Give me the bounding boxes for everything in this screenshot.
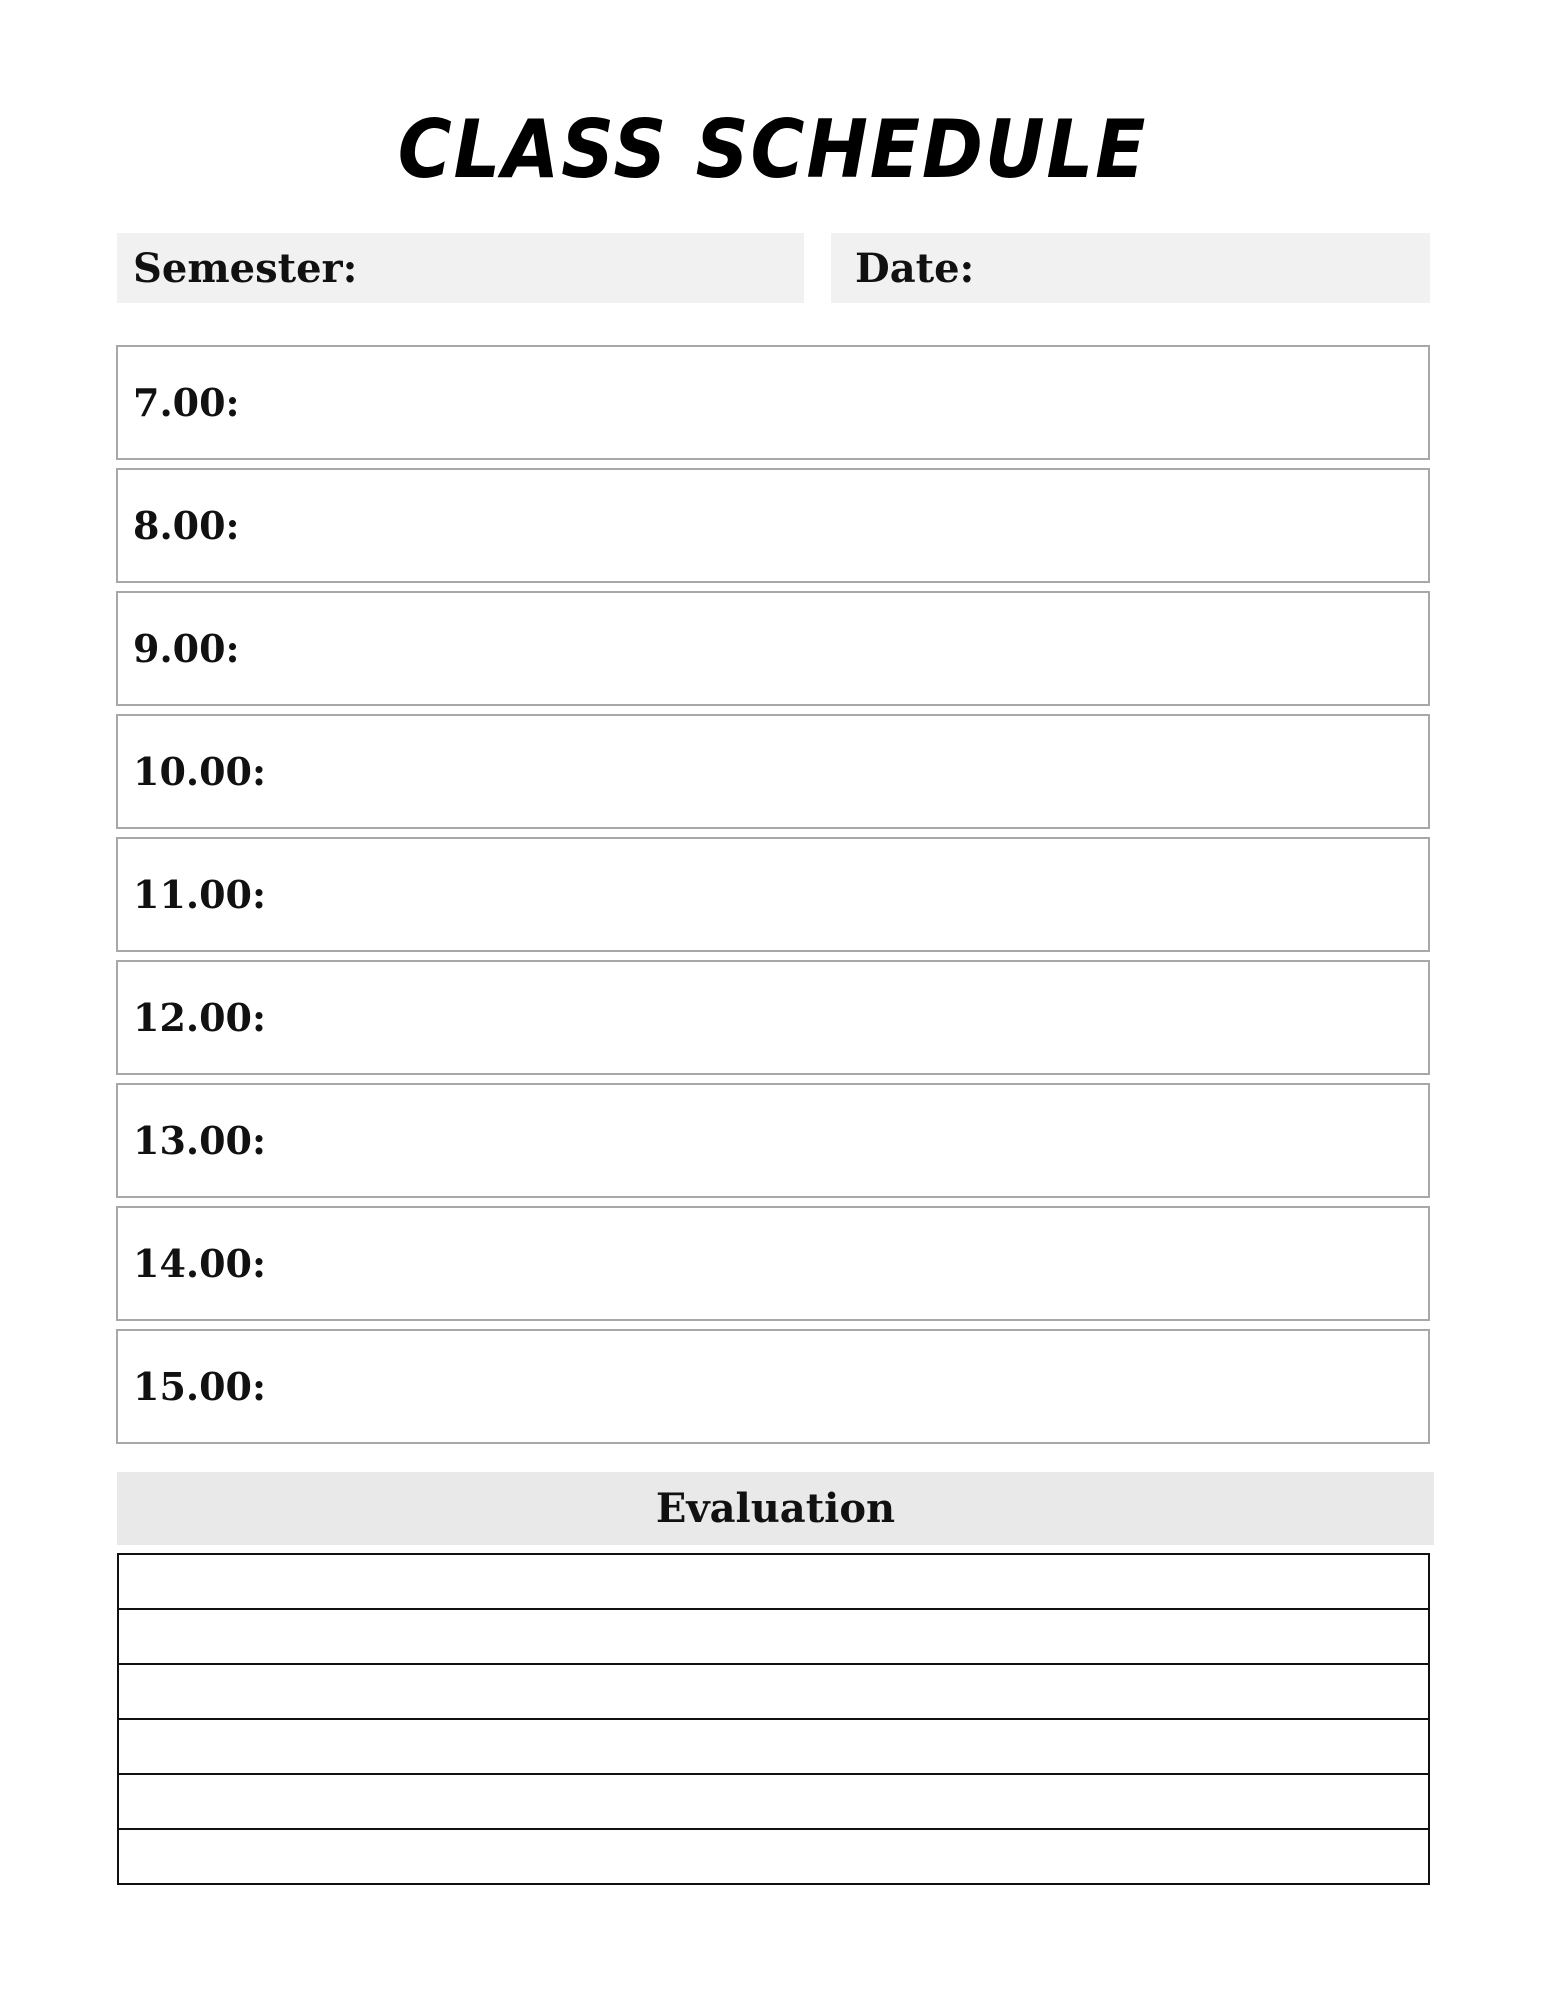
time-slot-10[interactable] xyxy=(116,714,1430,829)
time-slot-14[interactable] xyxy=(116,1206,1430,1321)
date-field[interactable] xyxy=(831,233,1430,303)
evaluation-line[interactable] xyxy=(119,1775,1428,1830)
time-slot-15[interactable] xyxy=(116,1329,1430,1444)
time-slot-7[interactable] xyxy=(116,345,1430,460)
evaluation-header xyxy=(117,1472,1434,1545)
time-slot-12[interactable] xyxy=(116,960,1430,1075)
time-slot-8[interactable] xyxy=(116,468,1430,583)
time-slot-11[interactable] xyxy=(116,837,1430,952)
evaluation-line[interactable] xyxy=(119,1555,1428,1610)
evaluation-title: Evaluation xyxy=(655,1485,896,1532)
time-slot-label: 15.00: xyxy=(133,1364,267,1409)
evaluation-line[interactable] xyxy=(119,1720,1428,1775)
time-slot-label: 12.00: xyxy=(133,995,267,1040)
time-slot-label: 13.00: xyxy=(133,1118,267,1163)
date-label: Date: xyxy=(855,244,975,292)
evaluation-line[interactable] xyxy=(119,1610,1428,1665)
time-slot-label: 11.00: xyxy=(133,872,267,917)
evaluation-line[interactable] xyxy=(119,1830,1428,1885)
evaluation-lines xyxy=(117,1553,1430,1885)
time-slot-9[interactable] xyxy=(116,591,1430,706)
semester-field[interactable] xyxy=(117,233,804,303)
time-slot-label: 8.00: xyxy=(133,503,240,548)
semester-label: Semester: xyxy=(133,244,358,292)
time-slot-label: 10.00: xyxy=(133,749,267,794)
evaluation-line[interactable] xyxy=(119,1665,1428,1720)
page-title: CLASS SCHEDULE xyxy=(397,103,1148,196)
time-slot-label: 9.00: xyxy=(133,626,240,671)
schedule-slots xyxy=(116,345,1430,1452)
time-slot-label: 7.00: xyxy=(133,380,240,425)
time-slot-label: 14.00: xyxy=(133,1241,267,1286)
time-slot-13[interactable] xyxy=(116,1083,1430,1198)
